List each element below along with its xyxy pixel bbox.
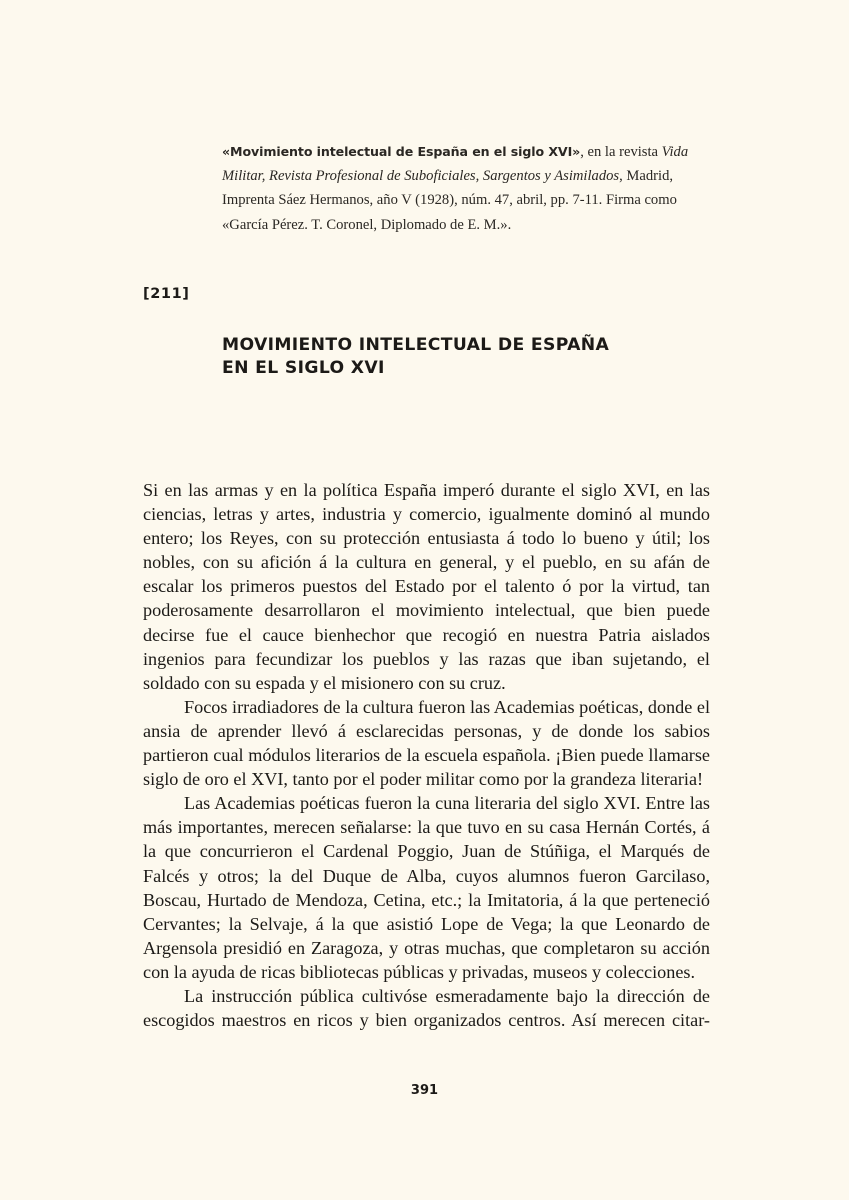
paragraph-2: Focos irradiadores de la cultura fueron las Academias poéticas, donde el ansia de aprender llevó á esclarecidas personas, y de donde los sabios partieron cual módulos literarios de la escuela española. ¡Bien puede llamarse siglo de oro el XVI, tanto por el poder militar como por la grandeza literaria! bbox=[143, 696, 710, 790]
source-title: «Movimiento intelectual de España en el siglo XVI» bbox=[222, 144, 581, 159]
source-text-2: , Madrid, Imprenta Sáez Hermanos, año V (1928), núm. 47, abril, pp. 7-11. Firma como «García Pérez. T. Coronel, Diplomado de E. M.». bbox=[222, 168, 677, 233]
body-text bbox=[143, 478, 710, 1032]
title-line-1: MOVIMIENTO INTELECTUAL DE ESPAÑA bbox=[222, 335, 610, 355]
title-line-2: EN EL SIGLO XVI bbox=[222, 357, 385, 378]
source-text-1: , en la revista bbox=[580, 144, 662, 160]
document-number: [211] bbox=[143, 286, 190, 302]
journal-name: Vida Militar, Revista Profesional de Suboficiales, Sargentos y Asimilados bbox=[222, 144, 689, 185]
page-number: 391 bbox=[410, 1083, 439, 1098]
paragraph-3: Las Academias poéticas fueron la cuna literaria del siglo XVI. Entre las más importantes, merecen señalarse: la que tuvo en su casa Hernán Cortés, á la que concurrieron el Cardenal Poggio, Juan de Stúñiga, el Marqués de Falcés y otros; la del Duque de Alba, cuyos alumnos fueron Garcilaso, Boscau, Hurtado de Mendoza, Cetina, etc.; la Imitatoria, á la que perteneció Cervantes; la Selvaje, á la que asistió Lope de Vega; la que Leonardo de Argensola presidió en Zaragoza, y otras muchas, que completaron su acción con la ayuda de ricas bibliotecas públicas y privadas, museos y colecciones. bbox=[143, 793, 710, 982]
source-note bbox=[222, 140, 722, 237]
paragraph-1: Si en las armas y en la política España imperó durante el siglo XVI, en las ciencias, letras y artes, industria y comercio, igualmente dominó al mundo entero; los Reyes, con su protección entusiasta á todo lo bueno y útil; los nobles, con su afición á la cultura en general, y el pueblo, en su afán de escalar los primeros puestos del Estado por el talento ó por la virtud, tan poderosamente desarrollaron el movimiento intelectual, que bien puede decirse fue el cauce bienhechor que recogió en nuestra Patria aislados ingenios para fecundizar los pueblos y las razas que iban sujetando, el soldado con su espada y el misionero con su cruz. bbox=[143, 480, 710, 693]
paragraph-4: La instrucción pública cultivóse esmeradamente bajo la dirección de escogidos maestros en ricos y bien organizados centros. Así merecen citar- bbox=[143, 985, 710, 1031]
document-title bbox=[222, 334, 722, 379]
